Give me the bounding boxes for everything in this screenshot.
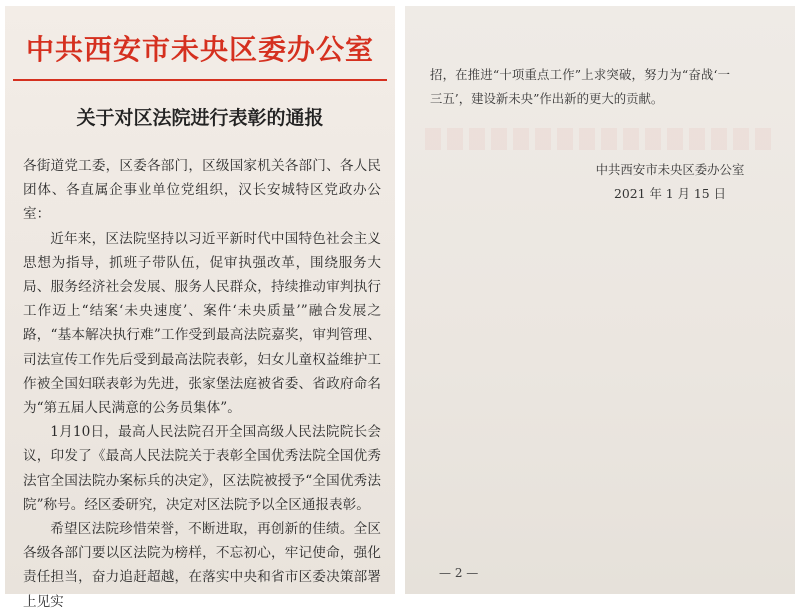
paragraph-1: 近年来，区法院坚持以习近平新时代中国特色社会主义思想为指导，抓班子带队伍，促审执强改革，围绕服务大局、服务经济社会发展、服务人民群众，持续推动审判执行工作迈上“结案‘未央速度’、案件‘未央质量’”融合发展之路，“基本解决执行难”工作受到最高法院嘉奖，审判管理、司法宣传工作先后受到最高法院表彰，妇女儿童权益维护工作被全国妇联表彰为先进，张家堡法庭被省委、省政府命名为“第五届人民满意的公务员集体”。 — [23, 230, 381, 417]
document-page-1 — [5, 6, 395, 610]
letterhead-red-rule — [13, 79, 387, 81]
paragraph-2: 1月10日，最高人民法院召开全国高级人民法院院长会议，印发了《最高人民法院关于表彰全国优秀法院全国优秀法官全国法院办案标兵的决定》，区法院被授予“全国优秀法院”称号。经区委研究，决定对区法院予以全区通报表彰。 — [23, 424, 381, 513]
document-page-2 — [405, 6, 795, 594]
bleed-through-texture — [425, 128, 775, 150]
continuation-text — [430, 63, 730, 111]
document-body — [23, 154, 381, 614]
document-title: 关于对区法院进行表彰的通报 — [76, 107, 324, 129]
continuation-paragraph: 招，在推进“十项重点工作”上求突破，努力为“奋战‘一三五’，建设新未央”作出新的更大的贡献。 — [430, 67, 730, 106]
signature-date: 2021 年 1 月 15 日 — [613, 186, 727, 201]
salutation: 各街道党工委，区委各部门，区级国家机关各部门、各人民团体、各直属企事业单位党组织，汉长安城特区党政办公室： — [23, 158, 381, 223]
page-number: — 2 — — [439, 566, 479, 580]
signature-block — [585, 158, 755, 206]
signature-org: 中共西安市未央区委办公室 — [595, 162, 745, 177]
paragraph-3: 希望区法院珍惜荣誉，不断进取，再创新的佳绩。全区各级各部门要以区法院为榜样，不忘初心，牢记使命，强化责任担当，奋力追赶超越，在落实中央和省市区委决策部署上见实 — [23, 521, 381, 610]
letterhead-title: 中共西安市未央区委办公室 — [25, 33, 374, 66]
